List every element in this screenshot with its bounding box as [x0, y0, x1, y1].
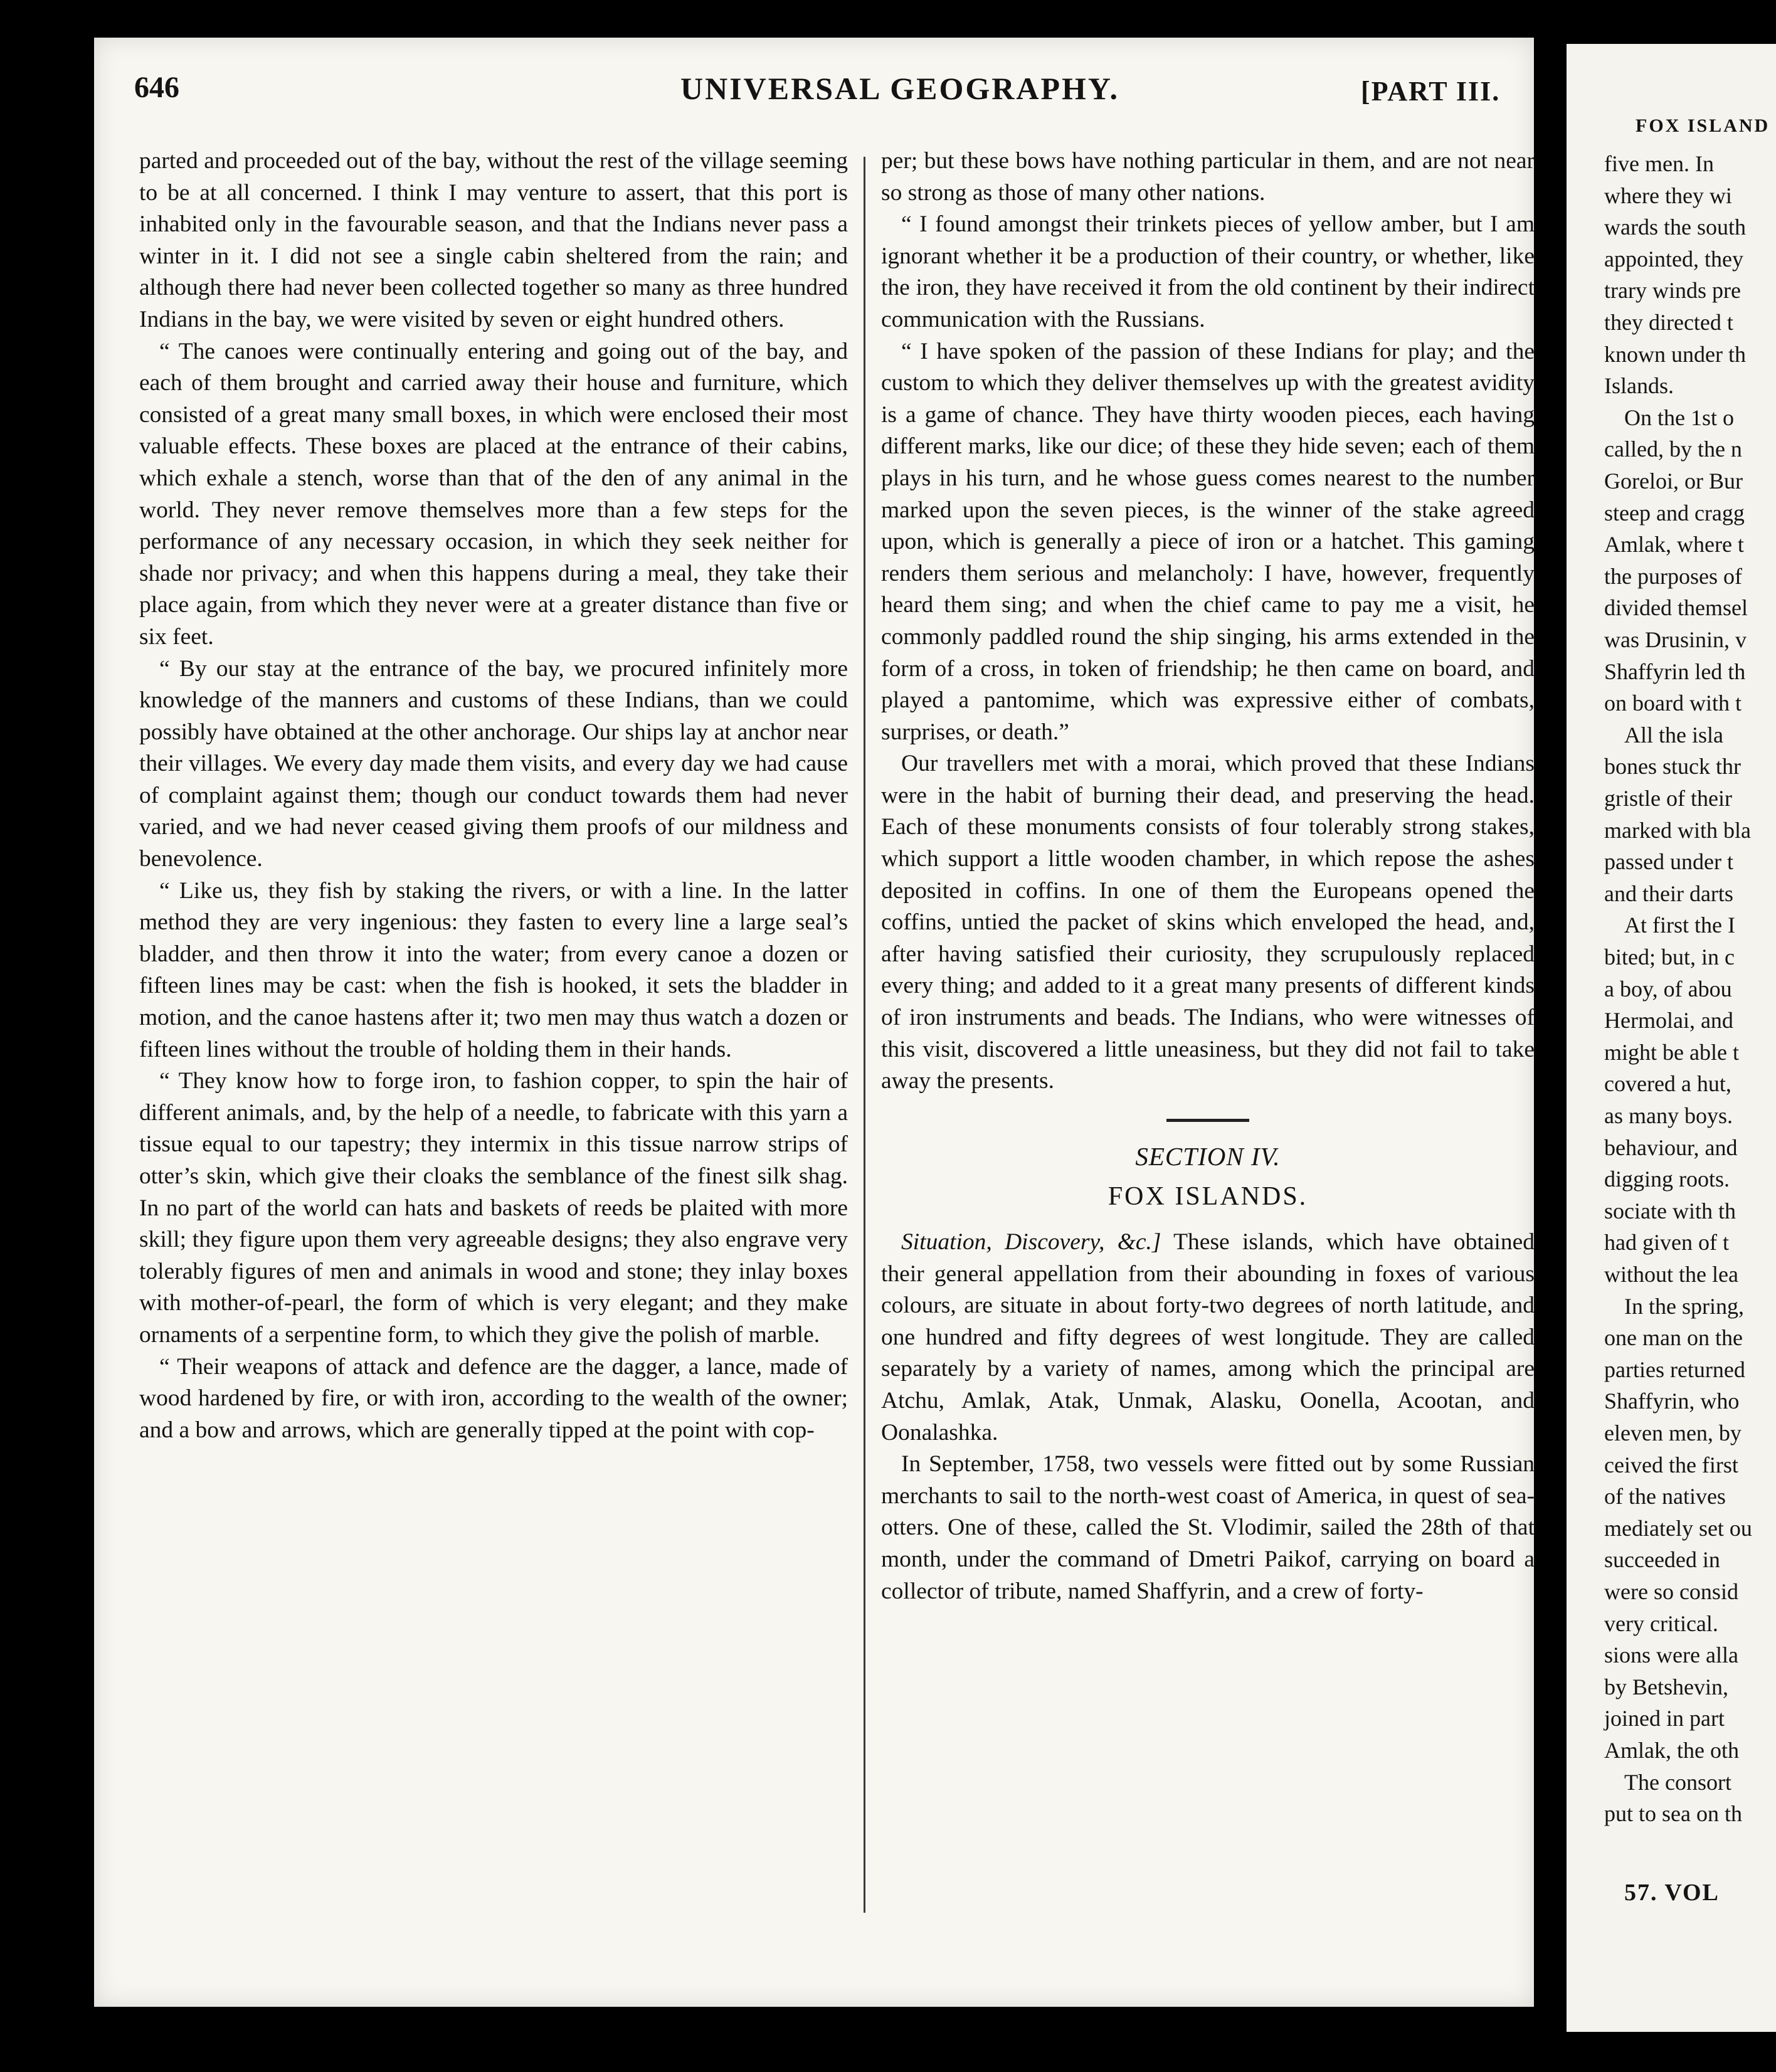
paragraph: Our travellers met with a morai, which proved that these Indians were in the habit of burning their dead, and preserving the head. Each of these monuments consists of four tolerably strong stakes, which support a little wooden chamber, in which repose the ashes deposited in coffins. In one of them the Europeans opened the coffins, untied the packet of skins which enveloped the head, and, after having satisfied their curiosity, they scrupulously replaced every thing; and added to it a great many presents of different kinds of iron instruments and beads. The Indians, who were witnesses of this visit, discovered a little uneasiness, but they did not fail to take away the presents.: [881, 751, 1535, 1094]
section-rule: [1166, 1119, 1249, 1122]
paragraph-body: These islands, which have obtained their general appellation from their abounding in foxes of various colours, are situate in about forty-two degrees of north latitude, and one hundred and fifty degrees of west longitude. They are called separately by a variety of names, among which the principal are Atchu, Amlak, Atak, Unmak, Alasku, Oonella, Acootan, and Oonalashka.: [881, 1229, 1535, 1446]
section-heading: SECTION IV.: [1135, 1141, 1281, 1171]
next-page-line: a boy, of abou: [1604, 976, 1732, 1002]
next-page-line: Islands.: [1604, 373, 1674, 399]
next-page-line: Amlak, where t: [1604, 532, 1744, 558]
next-page-line: put to sea on th: [1604, 1801, 1742, 1827]
next-page-line: steep and cragg: [1604, 500, 1745, 526]
next-page-line: divided themsel: [1604, 595, 1748, 621]
next-page-line: they directed t: [1604, 310, 1733, 335]
next-page-line: gristle of their: [1604, 786, 1732, 811]
next-page-line: covered a hut,: [1604, 1071, 1731, 1097]
next-page-line: one man on the: [1604, 1325, 1743, 1351]
paragraph: per; but these bows have nothing particular in them, and are not near so strong as those of many other nations.: [881, 148, 1535, 206]
next-page-line: might be able t: [1604, 1039, 1739, 1065]
next-page-line: behaviour, and: [1604, 1134, 1738, 1160]
part-label: [PART III.: [1361, 76, 1501, 107]
paragraph-lead: Situation, Discovery, &c.]: [901, 1229, 1161, 1255]
running-title: UNIVERSAL GEOGRAPHY.: [680, 71, 1119, 106]
page-number: 646: [134, 71, 179, 104]
paragraph: “ By our stay at the entrance of the bay, we procured infinitely more knowledge of the manners and customs of these Indians, than we could possibly have obtained at the other anchorage. Our ships lay at anchor near their villages. We every day made them visits, and every day we had cause of complaint against them; though our conduct towards them had never varied, and we had never ceased giving them proofs of our mildness and benevolence.: [139, 655, 848, 872]
paragraph: In September, 1758, two vessels were fitted out by some Russian merchants to sail to the north-west coast of America, in quest of sea-otters. One of these, called the St. Vlodimir, sailed the 28th of that month, under the command of Dmetri Paikof, carrying on board a collector of tribute, named Shaffyrin, and a crew of forty-: [881, 1451, 1535, 1604]
next-page-line: In the spring,: [1624, 1293, 1744, 1319]
next-page-line: Goreloi, or Bur: [1604, 468, 1743, 494]
next-page-line: by Betshevin,: [1604, 1674, 1728, 1699]
next-page-line: Hermolai, and: [1604, 1008, 1733, 1033]
paragraph: “ They know how to forge iron, to fashion copper, to spin the hair of different animals, and, by the help of a needle, to fabricate with this yarn a tissue equal to our tapestry; they intermix in this tissue narrow strips of otter’s skin, which give their cloaks the semblance of the finest silk shag. In no part of the world can hats and baskets of reeds be plaited with more skill; they figure upon them very agreeable designs; they also engrave very tolerably figures of men and animals in wood and stone; they inlay boxes with mother-of-pearl, the form of which is very elegant; and they make ornaments of a serpentine form, to which they give the polish of marble.: [139, 1068, 848, 1348]
next-page-line: The consort: [1624, 1769, 1731, 1795]
next-page-line: sociate with th: [1604, 1198, 1736, 1224]
next-page-line: At first the I: [1624, 912, 1735, 938]
paragraph: “ Their weapons of attack and defence are the dagger, a lance, made of wood hardened by fire, or with iron, according to the wealth of the owner; and a bow and arrows, which are generally tipped at the point with cop-: [139, 1353, 848, 1443]
next-page-line: appointed, they: [1604, 246, 1743, 272]
next-page-line: known under th: [1604, 341, 1746, 367]
next-page-line: bones stuck thr: [1604, 754, 1741, 780]
paragraph: parted and proceeded out of the bay, without the rest of the village seeming to be at all concerned. I think I may venture to assert, that this port is inhabited only in the favourable season, and that the Indians never pass a winter in it. I did not see a single cabin sheltered from the rain; and although there had never been collected together so many as three hundred Indians in the bay, we were visited by seven or eight hundred others.: [139, 148, 848, 332]
next-page-line: Shaffyrin, who: [1604, 1388, 1740, 1414]
next-page-line: eleven men, by: [1604, 1420, 1742, 1446]
next-page-line: parties returned: [1604, 1356, 1745, 1382]
next-page-line: on board with t: [1604, 690, 1742, 716]
next-page-line: five men. In: [1604, 151, 1714, 176]
next-page-line: had given of t: [1604, 1230, 1729, 1255]
next-page-line: joined in part: [1604, 1706, 1725, 1731]
next-page-line: succeeded in: [1604, 1547, 1720, 1573]
left-column: [139, 145, 848, 1446]
paragraph: “ Like us, they fish by staking the rivers, or with a line. In the latter method they are very ingenious: they fasten to every line a large seal’s bladder, and then throw it into the water; from every canoe a dozen or fifteen lines may be cast: when the fish is hooked, it sets the bladder in motion, and the canoe hastens after it; two men may thus watch a dozen or fifteen lines without the trouble of holding them in their hands.: [139, 877, 848, 1062]
next-page-line: digging roots.: [1604, 1166, 1730, 1192]
next-page-line: marked with bla: [1604, 817, 1751, 843]
section-title: FOX ISLANDS.: [1107, 1182, 1308, 1212]
next-page-running-head: FOX ISLAND: [1636, 115, 1770, 136]
next-page-line: without the lea: [1604, 1262, 1738, 1287]
next-page-line: All the isla: [1624, 722, 1723, 748]
next-page-line: On the 1st o: [1624, 404, 1734, 430]
next-page-line: and their darts: [1604, 880, 1733, 906]
next-page-line: trary winds pre: [1604, 278, 1741, 304]
next-page-line: Amlak, the oth: [1604, 1738, 1739, 1763]
next-page-line: ceived the first: [1604, 1452, 1738, 1477]
column-divider: [864, 157, 865, 1913]
next-page-line: sions were alla: [1604, 1642, 1738, 1668]
next-page-line: very critical.: [1604, 1610, 1718, 1636]
page-gutter: [1534, 38, 1567, 2007]
next-page-line: Shaffyrin led th: [1604, 658, 1746, 684]
paragraph: [881, 1227, 1535, 1449]
next-page-line: bited; but, in c: [1604, 944, 1735, 970]
paragraph: “ I have spoken of the passion of these Indians for play; and the custom to which they deliver themselves up with the greatest avidity is a game of chance. They have thirty wooden pieces, each having different marks, like our dice; of these they hide seven; each of them plays in his turn, and he whose guess comes nearest to the number marked upon the seven pieces, is the winner of the stake agreed upon, which is generally a piece of iron or a hatchet. This gaming renders them serious and melancholy: I have, however, frequently heard them sing; and when the chief came to pay me a visit, he commonly paddled round the ship singing, his arms extended in the form of a cross, in token of friendship; he then came on board, and played a pantomime, which was expressive either of combats, surprises, or death.”: [881, 338, 1535, 745]
next-page-line: of the natives: [1604, 1484, 1726, 1509]
next-page-line: called, by the n: [1604, 436, 1742, 462]
next-page-line: wards the south: [1604, 214, 1746, 240]
next-page-line: passed under t: [1604, 849, 1733, 875]
paragraph: “ I found amongst their trinkets pieces of yellow amber, but I am ignorant whether it be a production of their country, or whether, like the iron, they have received it from the old continent by their indirect communication with the Russians.: [881, 211, 1535, 332]
right-column: [881, 145, 1535, 1607]
next-page-line: were so consid: [1604, 1579, 1738, 1604]
next-page-line: as many boys.: [1604, 1103, 1733, 1128]
next-page-line: the purposes of: [1604, 563, 1742, 589]
next-page-line: mediately set ou: [1604, 1515, 1752, 1541]
next-page-signature: 57. VOL: [1624, 1879, 1720, 1906]
paragraph: “ The canoes were continually entering and going out of the bay, and each of them brought and carried away their house and furniture, which consisted of a great many small boxes, in which were enclosed their most valuable effects. These boxes are placed at the entrance of their cabins, which exhale a stench, worse than that of the den of any animal in the world. They never remove themselves more than a few steps for the performance of any necessary occasion, in which they seek neither for shade nor privacy; and when this happens during a meal, they take their place again, from which they never were at a greater distance than five or six feet.: [139, 338, 848, 650]
next-page-line: where they wi: [1604, 182, 1732, 208]
next-page-line: was Drusinin, v: [1604, 627, 1747, 652]
